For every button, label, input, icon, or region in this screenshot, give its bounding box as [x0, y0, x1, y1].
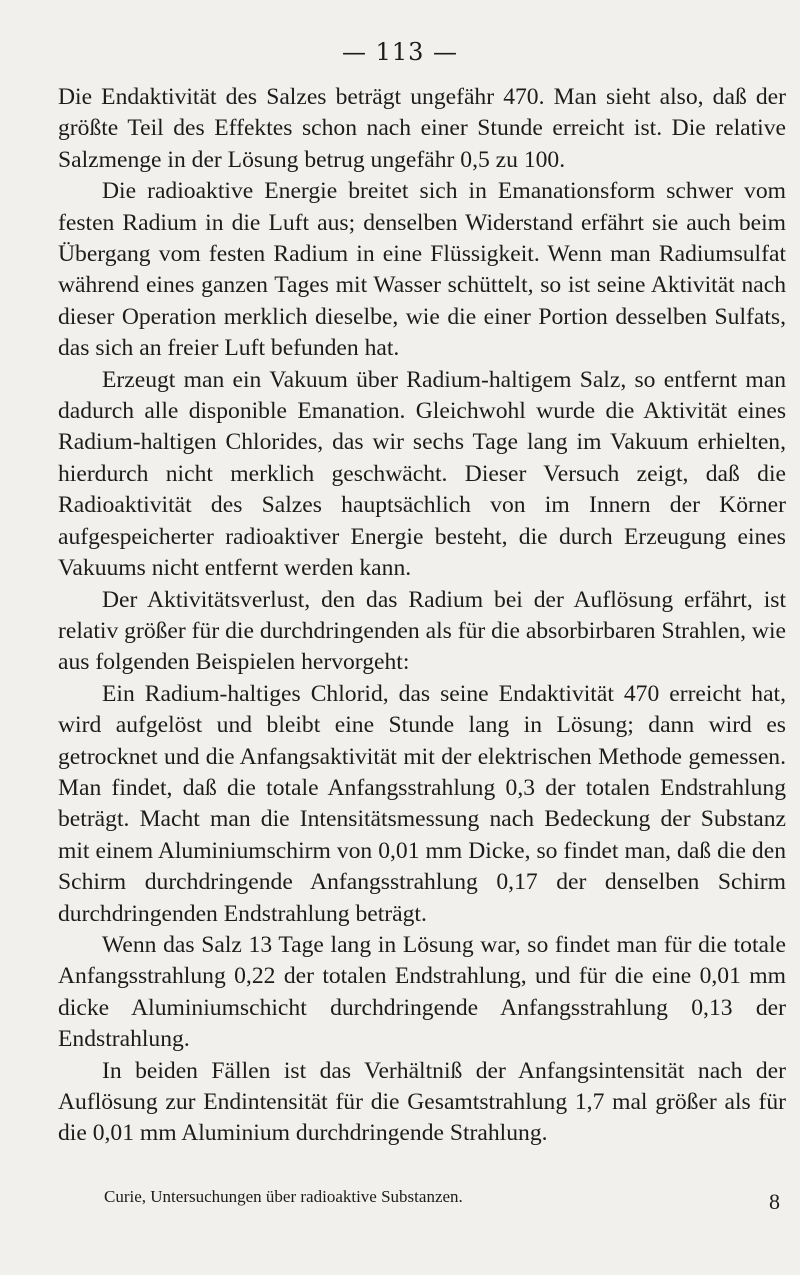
body-text — [58, 82, 786, 1150]
paragraph: Die Endaktivität des Salzes beträgt ungefähr 470. Man sieht also, daß der größte Teil des Effektes schon nach einer Stunde erreicht ist. Die relative Salzmenge in der Lösung betrug ungefähr 0,5 zu 100. — [58, 84, 786, 173]
paragraph: Ein Radium-haltiges Chlorid, das seine Endaktivität 470 erreicht hat, wird aufgelöst und bleibt eine Stunde lang in Lösung; dann wird es getrocknet und die Anfangsaktivität mit der elektrischen Methode gemessen. Man findet, daß die totale Anfangsstrahlung 0,3 der totalen Endstrahlung beträgt. Macht man die Intensitätsmessung nach Bedeckung der Substanz mit einem Aluminiumschirm von 0,01 mm Dicke, so findet man, daß die den Schirm durchdringende Anfangsstrahlung 0,17 der denselben Schirm durchdringenden Endstrahlung beträgt. — [58, 680, 786, 927]
paragraph: In beiden Fällen ist das Verhältniß der Anfangsintensität nach der Auflösung zur Endintensität für die Gesamtstrahlung 1,7 mal größer als für die 0,01 mm Aluminium durchdringende Strahlung. — [58, 1057, 786, 1147]
sheet-number: 8 — [769, 1189, 780, 1214]
paragraph: Der Aktivitätsverlust, den das Radium bei der Auflösung erfährt, ist relativ größer für die durchdringenden als für die absorbirbaren Strahlen, wie aus folgenden Beispielen hervorgeht: — [58, 586, 786, 676]
paragraph: Die radioaktive Energie breitet sich in Emanationsform schwer vom festen Radium in die Luft aus; denselben Widerstand erfährt sie auch beim Übergang vom festen Radium in eine Flüssigkeit. Wenn man Radiumsulfat während eines ganzen Tages mit Wasser schüttelt, so ist seine Aktivität nach dieser Operation merklich dieselbe, wie die einer Portion desselben Sulfats, das sich an freier Luft befunden hat. — [58, 178, 786, 362]
page-footer — [104, 1187, 780, 1213]
paragraph: Erzeugt man ein Vakuum über Radium-haltigem Salz, so entfernt man dadurch alle disponible Emanation. Gleichwohl wurde die Aktivität eines Radium-haltigen Chlorides, das wir sechs Tage lang im Vakuum erhielten, hierdurch nicht merklich geschwächt. Dieser Versuch zeigt, daß die Radioaktivität des Salzes hauptsächlich von im Innern der Körner aufgespeicherter radioaktiver Energie besteht, die durch Erzeugung eines Vakuums nicht entfernt werden kann. — [58, 366, 786, 582]
footer-signature: Curie, Untersuchungen über radioaktive Substanzen. — [104, 1187, 463, 1206]
page-number: — 113 — — [341, 38, 459, 66]
paragraph: Wenn das Salz 13 Tage lang in Lösung war, so findet man für die totale Anfangsstrahlung 0,22 der totalen Endstrahlung, und für die eine 0,01 mm dicke Aluminiumschicht durchdringende Anfangsstrahlung 0,13 der Endstrahlung. — [58, 931, 786, 1053]
